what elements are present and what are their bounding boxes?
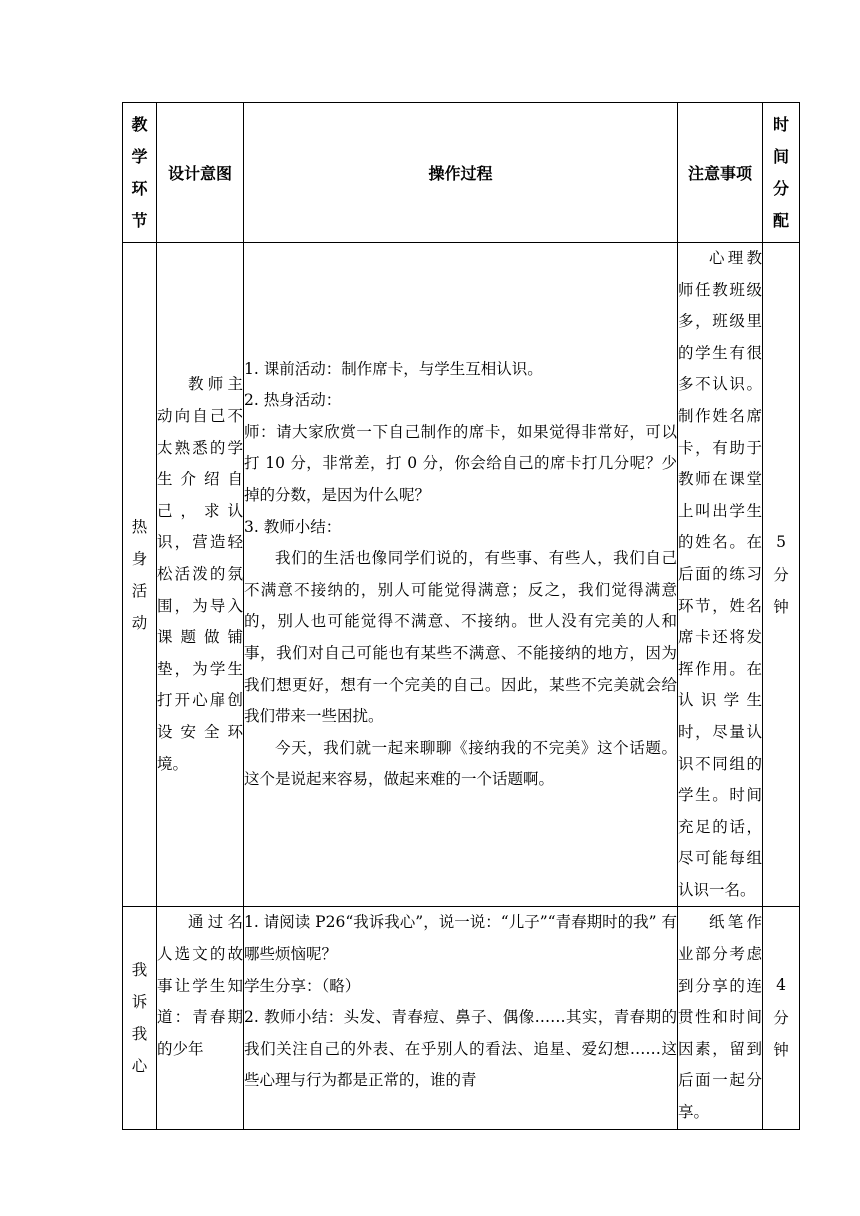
header-intent: 设计意图 bbox=[157, 103, 244, 243]
time-cell bbox=[763, 907, 800, 1129]
process-step: 学生分享：（略） bbox=[244, 976, 361, 995]
stage-cell: 我诉我心 bbox=[123, 907, 157, 1129]
time-unit: 分钟 bbox=[773, 565, 789, 616]
time-unit: 分钟 bbox=[773, 1008, 789, 1059]
notes-cell bbox=[678, 243, 763, 907]
notes-cell bbox=[678, 907, 763, 1129]
notes-text: 心理教师任教班级多，班级里的学生有很多不认识。制作姓名席卡，有助于教师在课堂上叫出学生的姓名。在后面的练习环节，姓名席卡还将发挥作用。在认识学生时，尽量认识不同组的学生。时间充足的话，尽可能每组认识一名。 bbox=[678, 249, 762, 899]
process-cell bbox=[244, 907, 678, 1129]
process-step: 1. 课前活动：制作席卡，与学生互相认识。 bbox=[244, 359, 543, 378]
process-step: 师：请大家欣赏一下自己制作的席卡，如果觉得非常好，可以打 10 分，非常差，打 0 分，你会给自己的席卡打几分呢？少掉的分数，是因为什么呢？ bbox=[244, 422, 677, 504]
intent-cell bbox=[157, 243, 244, 907]
process-paragraph: 今天，我们就一起来聊聊《接纳我的不完美》这个话题。这个是说起来容易，做起来难的一个话题啊。 bbox=[244, 738, 677, 789]
table-row bbox=[123, 907, 800, 1129]
lesson-plan-table bbox=[122, 102, 800, 1130]
header-notes: 注意事项 bbox=[678, 103, 763, 243]
time-number: 5 bbox=[776, 532, 786, 551]
process-paragraph: 我们的生活也像同学们说的，有些事、有些人，我们自己不满意不接纳的，别人可能觉得满意；反之，我们觉得满意的，别人也可能觉得不满意、不接纳。世人没有完美的人和事，我们对自己可能也有某些不满意、不能接纳的地方，因为我们想更好，想有一个完美的自己。因此，某些不完美就会给我们带来一些困扰。 bbox=[244, 549, 677, 726]
intent-text: 通过名人选文的故事让学生知道：青春期的少年 bbox=[157, 913, 243, 1058]
intent-text: 教师主动向自己不太熟悉的学生介绍自己，求认识，营造轻松活泼的氛围，为导入课题做铺垫，为学生打开心扉创设安全环境。 bbox=[157, 375, 243, 773]
process-step: 1. 请阅读 P26“我诉我心”，说一说：“儿子”“青春期时的我” 有哪些烦恼呢？ bbox=[244, 913, 677, 964]
header-process: 操作过程 bbox=[244, 103, 678, 243]
table-row bbox=[123, 243, 800, 907]
time-number: 4 bbox=[776, 976, 786, 995]
header-row bbox=[123, 103, 800, 243]
header-time: 时间分配 bbox=[763, 103, 800, 243]
process-step: 2. 热身活动： bbox=[244, 391, 342, 410]
process-step: 2. 教师小结：头发、青春痘、鼻子、偶像……其实，青春期的我们关注自己的外表、在乎别人的看法、追星、爱幻想……这些心理与行为都是正常的，谁的青 bbox=[244, 1008, 677, 1090]
notes-text: 纸笔作业部分考虑到分享的连贯性和时间因素，留到后面一起分享。 bbox=[678, 913, 762, 1122]
process-step: 3. 教师小结： bbox=[244, 517, 342, 536]
stage-cell: 热身活动 bbox=[123, 243, 157, 907]
process-cell bbox=[244, 243, 678, 907]
intent-cell bbox=[157, 907, 244, 1129]
time-cell bbox=[763, 243, 800, 907]
header-stage: 教学环节 bbox=[123, 103, 157, 243]
